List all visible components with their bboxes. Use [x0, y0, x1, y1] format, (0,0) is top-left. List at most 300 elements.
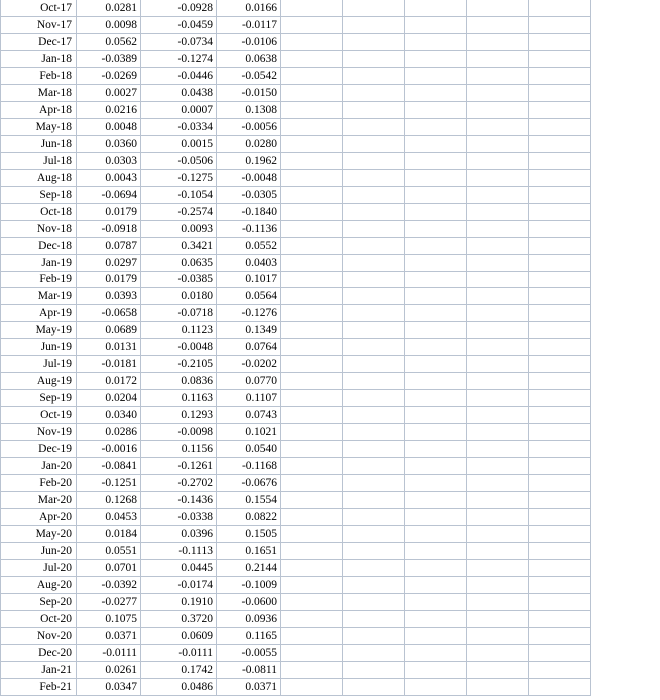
empty-cell[interactable]	[529, 543, 591, 560]
empty-cell[interactable]	[529, 373, 591, 390]
empty-cell[interactable]	[467, 610, 529, 627]
empty-cell[interactable]	[467, 50, 529, 67]
value-cell[interactable]: 0.0007	[141, 101, 217, 118]
empty-cell[interactable]	[405, 559, 467, 576]
empty-cell[interactable]	[343, 492, 405, 509]
empty-cell[interactable]	[405, 0, 467, 16]
empty-cell[interactable]	[405, 288, 467, 305]
empty-cell[interactable]	[467, 458, 529, 475]
empty-cell[interactable]	[405, 50, 467, 67]
date-cell[interactable]: Jul-20	[1, 559, 77, 576]
value-cell[interactable]: 0.0453	[77, 509, 141, 526]
empty-cell[interactable]	[343, 220, 405, 237]
value-cell[interactable]: -0.0600	[217, 593, 281, 610]
date-cell[interactable]: Nov-18	[1, 220, 77, 237]
empty-cell[interactable]	[467, 509, 529, 526]
empty-cell[interactable]	[343, 593, 405, 610]
date-cell[interactable]: Oct-20	[1, 610, 77, 627]
date-cell[interactable]: May-20	[1, 526, 77, 543]
empty-cell[interactable]	[529, 305, 591, 322]
empty-cell[interactable]	[467, 84, 529, 101]
date-cell[interactable]: Dec-20	[1, 644, 77, 661]
empty-cell[interactable]	[529, 627, 591, 644]
empty-cell[interactable]	[343, 627, 405, 644]
empty-cell[interactable]	[529, 441, 591, 458]
value-cell[interactable]: -0.0016	[77, 441, 141, 458]
value-cell[interactable]: 0.0638	[217, 50, 281, 67]
empty-cell[interactable]	[467, 322, 529, 339]
empty-cell[interactable]	[281, 576, 343, 593]
empty-cell[interactable]	[281, 559, 343, 576]
value-cell[interactable]: -0.0048	[141, 339, 217, 356]
empty-cell[interactable]	[467, 661, 529, 678]
value-cell[interactable]: 0.0609	[141, 627, 217, 644]
value-cell[interactable]: 0.1308	[217, 101, 281, 118]
empty-cell[interactable]	[343, 407, 405, 424]
empty-cell[interactable]	[405, 627, 467, 644]
value-cell[interactable]: -0.0811	[217, 661, 281, 678]
value-cell[interactable]: 0.0093	[141, 220, 217, 237]
empty-cell[interactable]	[281, 627, 343, 644]
empty-cell[interactable]	[343, 644, 405, 661]
value-cell[interactable]: -0.0928	[141, 0, 217, 16]
date-cell[interactable]: May-19	[1, 322, 77, 339]
value-cell[interactable]: 0.0445	[141, 559, 217, 576]
empty-cell[interactable]	[405, 118, 467, 135]
empty-cell[interactable]	[467, 576, 529, 593]
value-cell[interactable]: 0.0303	[77, 152, 141, 169]
date-cell[interactable]: Dec-19	[1, 441, 77, 458]
empty-cell[interactable]	[281, 610, 343, 627]
empty-cell[interactable]	[281, 356, 343, 373]
empty-cell[interactable]	[467, 101, 529, 118]
value-cell[interactable]: -0.0181	[77, 356, 141, 373]
empty-cell[interactable]	[467, 373, 529, 390]
empty-cell[interactable]	[467, 33, 529, 50]
empty-cell[interactable]	[529, 458, 591, 475]
empty-cell[interactable]	[405, 101, 467, 118]
value-cell[interactable]: 0.1123	[141, 322, 217, 339]
empty-cell[interactable]	[467, 152, 529, 169]
empty-cell[interactable]	[467, 424, 529, 441]
empty-cell[interactable]	[405, 390, 467, 407]
empty-cell[interactable]	[529, 16, 591, 33]
value-cell[interactable]: -0.0676	[217, 475, 281, 492]
value-cell[interactable]: -0.0446	[141, 67, 217, 84]
empty-cell[interactable]	[405, 305, 467, 322]
date-cell[interactable]: Feb-21	[1, 678, 77, 695]
value-cell[interactable]: 0.0936	[217, 610, 281, 627]
empty-cell[interactable]	[529, 356, 591, 373]
empty-cell[interactable]	[467, 135, 529, 152]
empty-cell[interactable]	[343, 288, 405, 305]
empty-cell[interactable]	[343, 305, 405, 322]
value-cell[interactable]: 0.0689	[77, 322, 141, 339]
date-cell[interactable]: Mar-18	[1, 84, 77, 101]
empty-cell[interactable]	[529, 118, 591, 135]
empty-cell[interactable]	[467, 186, 529, 203]
empty-cell[interactable]	[405, 356, 467, 373]
date-cell[interactable]: Jan-21	[1, 661, 77, 678]
date-cell[interactable]: Jul-19	[1, 356, 77, 373]
value-cell[interactable]: -0.0658	[77, 305, 141, 322]
value-cell[interactable]: 0.2144	[217, 559, 281, 576]
empty-cell[interactable]	[281, 458, 343, 475]
value-cell[interactable]: 0.0261	[77, 661, 141, 678]
empty-cell[interactable]	[529, 271, 591, 288]
empty-cell[interactable]	[281, 322, 343, 339]
empty-cell[interactable]	[281, 407, 343, 424]
empty-cell[interactable]	[405, 492, 467, 509]
empty-cell[interactable]	[343, 67, 405, 84]
value-cell[interactable]: -0.1274	[141, 50, 217, 67]
value-cell[interactable]: 0.0562	[77, 33, 141, 50]
date-cell[interactable]: Sep-18	[1, 186, 77, 203]
value-cell[interactable]: 0.0216	[77, 101, 141, 118]
empty-cell[interactable]	[467, 559, 529, 576]
empty-cell[interactable]	[467, 475, 529, 492]
date-cell[interactable]: Dec-18	[1, 237, 77, 254]
empty-cell[interactable]	[405, 458, 467, 475]
empty-cell[interactable]	[343, 543, 405, 560]
empty-cell[interactable]	[529, 559, 591, 576]
value-cell[interactable]: 0.0043	[77, 169, 141, 186]
value-cell[interactable]: 0.0403	[217, 254, 281, 271]
empty-cell[interactable]	[405, 322, 467, 339]
empty-cell[interactable]	[343, 203, 405, 220]
date-cell[interactable]: Nov-17	[1, 16, 77, 33]
value-cell[interactable]: -0.2574	[141, 203, 217, 220]
value-cell[interactable]: -0.0918	[77, 220, 141, 237]
value-cell[interactable]: -0.0117	[217, 16, 281, 33]
value-cell[interactable]: 0.0015	[141, 135, 217, 152]
empty-cell[interactable]	[281, 0, 343, 16]
value-cell[interactable]: 0.0280	[217, 135, 281, 152]
value-cell[interactable]: -0.0334	[141, 118, 217, 135]
empty-cell[interactable]	[405, 593, 467, 610]
value-cell[interactable]: -0.0269	[77, 67, 141, 84]
value-cell[interactable]: 0.0098	[77, 16, 141, 33]
empty-cell[interactable]	[467, 288, 529, 305]
date-cell[interactable]: Apr-19	[1, 305, 77, 322]
value-cell[interactable]: -0.0305	[217, 186, 281, 203]
date-cell[interactable]: Mar-20	[1, 492, 77, 509]
value-cell[interactable]: -0.0389	[77, 50, 141, 67]
empty-cell[interactable]	[529, 424, 591, 441]
value-cell[interactable]: 0.1021	[217, 424, 281, 441]
date-cell[interactable]: Nov-20	[1, 627, 77, 644]
date-cell[interactable]: Jan-18	[1, 50, 77, 67]
empty-cell[interactable]	[281, 152, 343, 169]
empty-cell[interactable]	[529, 288, 591, 305]
value-cell[interactable]: -0.1275	[141, 169, 217, 186]
empty-cell[interactable]	[529, 101, 591, 118]
empty-cell[interactable]	[405, 339, 467, 356]
value-cell[interactable]: -0.0459	[141, 16, 217, 33]
value-cell[interactable]: -0.1840	[217, 203, 281, 220]
empty-cell[interactable]	[343, 610, 405, 627]
empty-cell[interactable]	[281, 118, 343, 135]
empty-cell[interactable]	[529, 475, 591, 492]
empty-cell[interactable]	[405, 509, 467, 526]
empty-cell[interactable]	[343, 16, 405, 33]
value-cell[interactable]: -0.1136	[217, 220, 281, 237]
empty-cell[interactable]	[405, 441, 467, 458]
value-cell[interactable]: -0.0277	[77, 593, 141, 610]
empty-cell[interactable]	[343, 152, 405, 169]
empty-cell[interactable]	[529, 254, 591, 271]
empty-cell[interactable]	[281, 288, 343, 305]
value-cell[interactable]: 0.0822	[217, 509, 281, 526]
date-cell[interactable]: Jul-18	[1, 152, 77, 169]
empty-cell[interactable]	[281, 203, 343, 220]
empty-cell[interactable]	[343, 0, 405, 16]
value-cell[interactable]: 0.1293	[141, 407, 217, 424]
date-cell[interactable]: May-18	[1, 118, 77, 135]
empty-cell[interactable]	[405, 84, 467, 101]
empty-cell[interactable]	[405, 152, 467, 169]
empty-cell[interactable]	[467, 441, 529, 458]
empty-cell[interactable]	[343, 322, 405, 339]
value-cell[interactable]: 0.0770	[217, 373, 281, 390]
empty-cell[interactable]	[467, 271, 529, 288]
value-cell[interactable]: -0.0098	[141, 424, 217, 441]
empty-cell[interactable]	[343, 254, 405, 271]
value-cell[interactable]: -0.0392	[77, 576, 141, 593]
value-cell[interactable]: -0.1276	[217, 305, 281, 322]
date-cell[interactable]: Mar-19	[1, 288, 77, 305]
empty-cell[interactable]	[405, 271, 467, 288]
value-cell[interactable]: 0.0743	[217, 407, 281, 424]
value-cell[interactable]: 0.0048	[77, 118, 141, 135]
empty-cell[interactable]	[405, 407, 467, 424]
value-cell[interactable]: 0.1505	[217, 526, 281, 543]
empty-cell[interactable]	[281, 135, 343, 152]
empty-cell[interactable]	[529, 661, 591, 678]
value-cell[interactable]: -0.2702	[141, 475, 217, 492]
empty-cell[interactable]	[281, 492, 343, 509]
value-cell[interactable]: -0.0718	[141, 305, 217, 322]
empty-cell[interactable]	[467, 526, 529, 543]
empty-cell[interactable]	[405, 678, 467, 695]
empty-cell[interactable]	[343, 186, 405, 203]
empty-cell[interactable]	[467, 356, 529, 373]
empty-cell[interactable]	[467, 220, 529, 237]
date-cell[interactable]: Dec-17	[1, 33, 77, 50]
empty-cell[interactable]	[343, 576, 405, 593]
empty-cell[interactable]	[343, 339, 405, 356]
empty-cell[interactable]	[281, 169, 343, 186]
value-cell[interactable]: 0.0551	[77, 543, 141, 560]
empty-cell[interactable]	[343, 101, 405, 118]
empty-cell[interactable]	[405, 424, 467, 441]
empty-cell[interactable]	[343, 373, 405, 390]
date-cell[interactable]: Sep-19	[1, 390, 77, 407]
value-cell[interactable]: 0.0371	[77, 627, 141, 644]
empty-cell[interactable]	[281, 305, 343, 322]
empty-cell[interactable]	[281, 16, 343, 33]
date-cell[interactable]: Jan-20	[1, 458, 77, 475]
value-cell[interactable]: -0.0055	[217, 644, 281, 661]
empty-cell[interactable]	[343, 390, 405, 407]
value-cell[interactable]: 0.0172	[77, 373, 141, 390]
empty-cell[interactable]	[405, 237, 467, 254]
value-cell[interactable]: -0.0506	[141, 152, 217, 169]
value-cell[interactable]: 0.3421	[141, 237, 217, 254]
empty-cell[interactable]	[467, 254, 529, 271]
value-cell[interactable]: -0.0048	[217, 169, 281, 186]
empty-cell[interactable]	[343, 84, 405, 101]
value-cell[interactable]: 0.1349	[217, 322, 281, 339]
empty-cell[interactable]	[281, 254, 343, 271]
empty-cell[interactable]	[281, 220, 343, 237]
value-cell[interactable]: 0.0635	[141, 254, 217, 271]
empty-cell[interactable]	[343, 237, 405, 254]
empty-cell[interactable]	[529, 135, 591, 152]
date-cell[interactable]: Apr-20	[1, 509, 77, 526]
empty-cell[interactable]	[281, 526, 343, 543]
empty-cell[interactable]	[405, 67, 467, 84]
value-cell[interactable]: 0.0371	[217, 678, 281, 695]
empty-cell[interactable]	[529, 50, 591, 67]
empty-cell[interactable]	[467, 237, 529, 254]
empty-cell[interactable]	[281, 678, 343, 695]
empty-cell[interactable]	[405, 169, 467, 186]
empty-cell[interactable]	[529, 339, 591, 356]
empty-cell[interactable]	[529, 390, 591, 407]
empty-cell[interactable]	[467, 593, 529, 610]
value-cell[interactable]: 0.0281	[77, 0, 141, 16]
empty-cell[interactable]	[281, 390, 343, 407]
value-cell[interactable]: 0.1910	[141, 593, 217, 610]
empty-cell[interactable]	[467, 305, 529, 322]
value-cell[interactable]: 0.0184	[77, 526, 141, 543]
empty-cell[interactable]	[281, 67, 343, 84]
date-cell[interactable]: Aug-19	[1, 373, 77, 390]
empty-cell[interactable]	[281, 644, 343, 661]
empty-cell[interactable]	[405, 610, 467, 627]
value-cell[interactable]: 0.0166	[217, 0, 281, 16]
empty-cell[interactable]	[529, 152, 591, 169]
empty-cell[interactable]	[529, 186, 591, 203]
empty-cell[interactable]	[529, 610, 591, 627]
empty-cell[interactable]	[343, 661, 405, 678]
value-cell[interactable]: 0.0027	[77, 84, 141, 101]
value-cell[interactable]: 0.0701	[77, 559, 141, 576]
value-cell[interactable]: -0.0056	[217, 118, 281, 135]
value-cell[interactable]: -0.0111	[77, 644, 141, 661]
value-cell[interactable]: 0.1165	[217, 627, 281, 644]
empty-cell[interactable]	[343, 33, 405, 50]
empty-cell[interactable]	[405, 543, 467, 560]
empty-cell[interactable]	[529, 220, 591, 237]
value-cell[interactable]: -0.2105	[141, 356, 217, 373]
value-cell[interactable]: 0.0179	[77, 271, 141, 288]
empty-cell[interactable]	[405, 475, 467, 492]
value-cell[interactable]: 0.0360	[77, 135, 141, 152]
value-cell[interactable]: 0.1017	[217, 271, 281, 288]
date-cell[interactable]: Jun-20	[1, 543, 77, 560]
value-cell[interactable]: -0.0338	[141, 509, 217, 526]
empty-cell[interactable]	[343, 169, 405, 186]
empty-cell[interactable]	[467, 203, 529, 220]
empty-cell[interactable]	[405, 33, 467, 50]
date-cell[interactable]: Oct-17	[1, 0, 77, 16]
empty-cell[interactable]	[281, 50, 343, 67]
value-cell[interactable]: -0.1054	[141, 186, 217, 203]
empty-cell[interactable]	[281, 424, 343, 441]
empty-cell[interactable]	[405, 576, 467, 593]
empty-cell[interactable]	[467, 0, 529, 16]
value-cell[interactable]: -0.0841	[77, 458, 141, 475]
empty-cell[interactable]	[467, 492, 529, 509]
empty-cell[interactable]	[467, 678, 529, 695]
empty-cell[interactable]	[281, 84, 343, 101]
empty-cell[interactable]	[467, 390, 529, 407]
empty-cell[interactable]	[467, 644, 529, 661]
empty-cell[interactable]	[343, 135, 405, 152]
value-cell[interactable]: -0.0111	[141, 644, 217, 661]
value-cell[interactable]: 0.0131	[77, 339, 141, 356]
value-cell[interactable]: -0.1261	[141, 458, 217, 475]
value-cell[interactable]: 0.1163	[141, 390, 217, 407]
empty-cell[interactable]	[281, 101, 343, 118]
value-cell[interactable]: 0.0179	[77, 203, 141, 220]
value-cell[interactable]: 0.0204	[77, 390, 141, 407]
empty-cell[interactable]	[405, 16, 467, 33]
date-cell[interactable]: Oct-18	[1, 203, 77, 220]
value-cell[interactable]: 0.0180	[141, 288, 217, 305]
empty-cell[interactable]	[343, 50, 405, 67]
empty-cell[interactable]	[405, 203, 467, 220]
empty-cell[interactable]	[343, 118, 405, 135]
value-cell[interactable]: 0.0540	[217, 441, 281, 458]
empty-cell[interactable]	[343, 475, 405, 492]
value-cell[interactable]: -0.1113	[141, 543, 217, 560]
value-cell[interactable]: 0.1107	[217, 390, 281, 407]
value-cell[interactable]: 0.0552	[217, 237, 281, 254]
empty-cell[interactable]	[529, 33, 591, 50]
empty-cell[interactable]	[281, 33, 343, 50]
value-cell[interactable]: -0.1251	[77, 475, 141, 492]
value-cell[interactable]: -0.0202	[217, 356, 281, 373]
empty-cell[interactable]	[281, 543, 343, 560]
empty-cell[interactable]	[529, 0, 591, 16]
date-cell[interactable]: Jan-19	[1, 254, 77, 271]
empty-cell[interactable]	[529, 84, 591, 101]
empty-cell[interactable]	[343, 526, 405, 543]
value-cell[interactable]: 0.0438	[141, 84, 217, 101]
empty-cell[interactable]	[281, 441, 343, 458]
empty-cell[interactable]	[281, 271, 343, 288]
value-cell[interactable]: 0.0340	[77, 407, 141, 424]
empty-cell[interactable]	[529, 576, 591, 593]
empty-cell[interactable]	[529, 678, 591, 695]
value-cell[interactable]: 0.1962	[217, 152, 281, 169]
value-cell[interactable]: -0.0542	[217, 67, 281, 84]
empty-cell[interactable]	[343, 678, 405, 695]
empty-cell[interactable]	[529, 407, 591, 424]
empty-cell[interactable]	[405, 526, 467, 543]
empty-cell[interactable]	[343, 271, 405, 288]
empty-cell[interactable]	[405, 254, 467, 271]
date-cell[interactable]: Feb-19	[1, 271, 77, 288]
value-cell[interactable]: 0.1554	[217, 492, 281, 509]
value-cell[interactable]: 0.1075	[77, 610, 141, 627]
empty-cell[interactable]	[405, 644, 467, 661]
value-cell[interactable]: -0.0174	[141, 576, 217, 593]
empty-cell[interactable]	[405, 373, 467, 390]
